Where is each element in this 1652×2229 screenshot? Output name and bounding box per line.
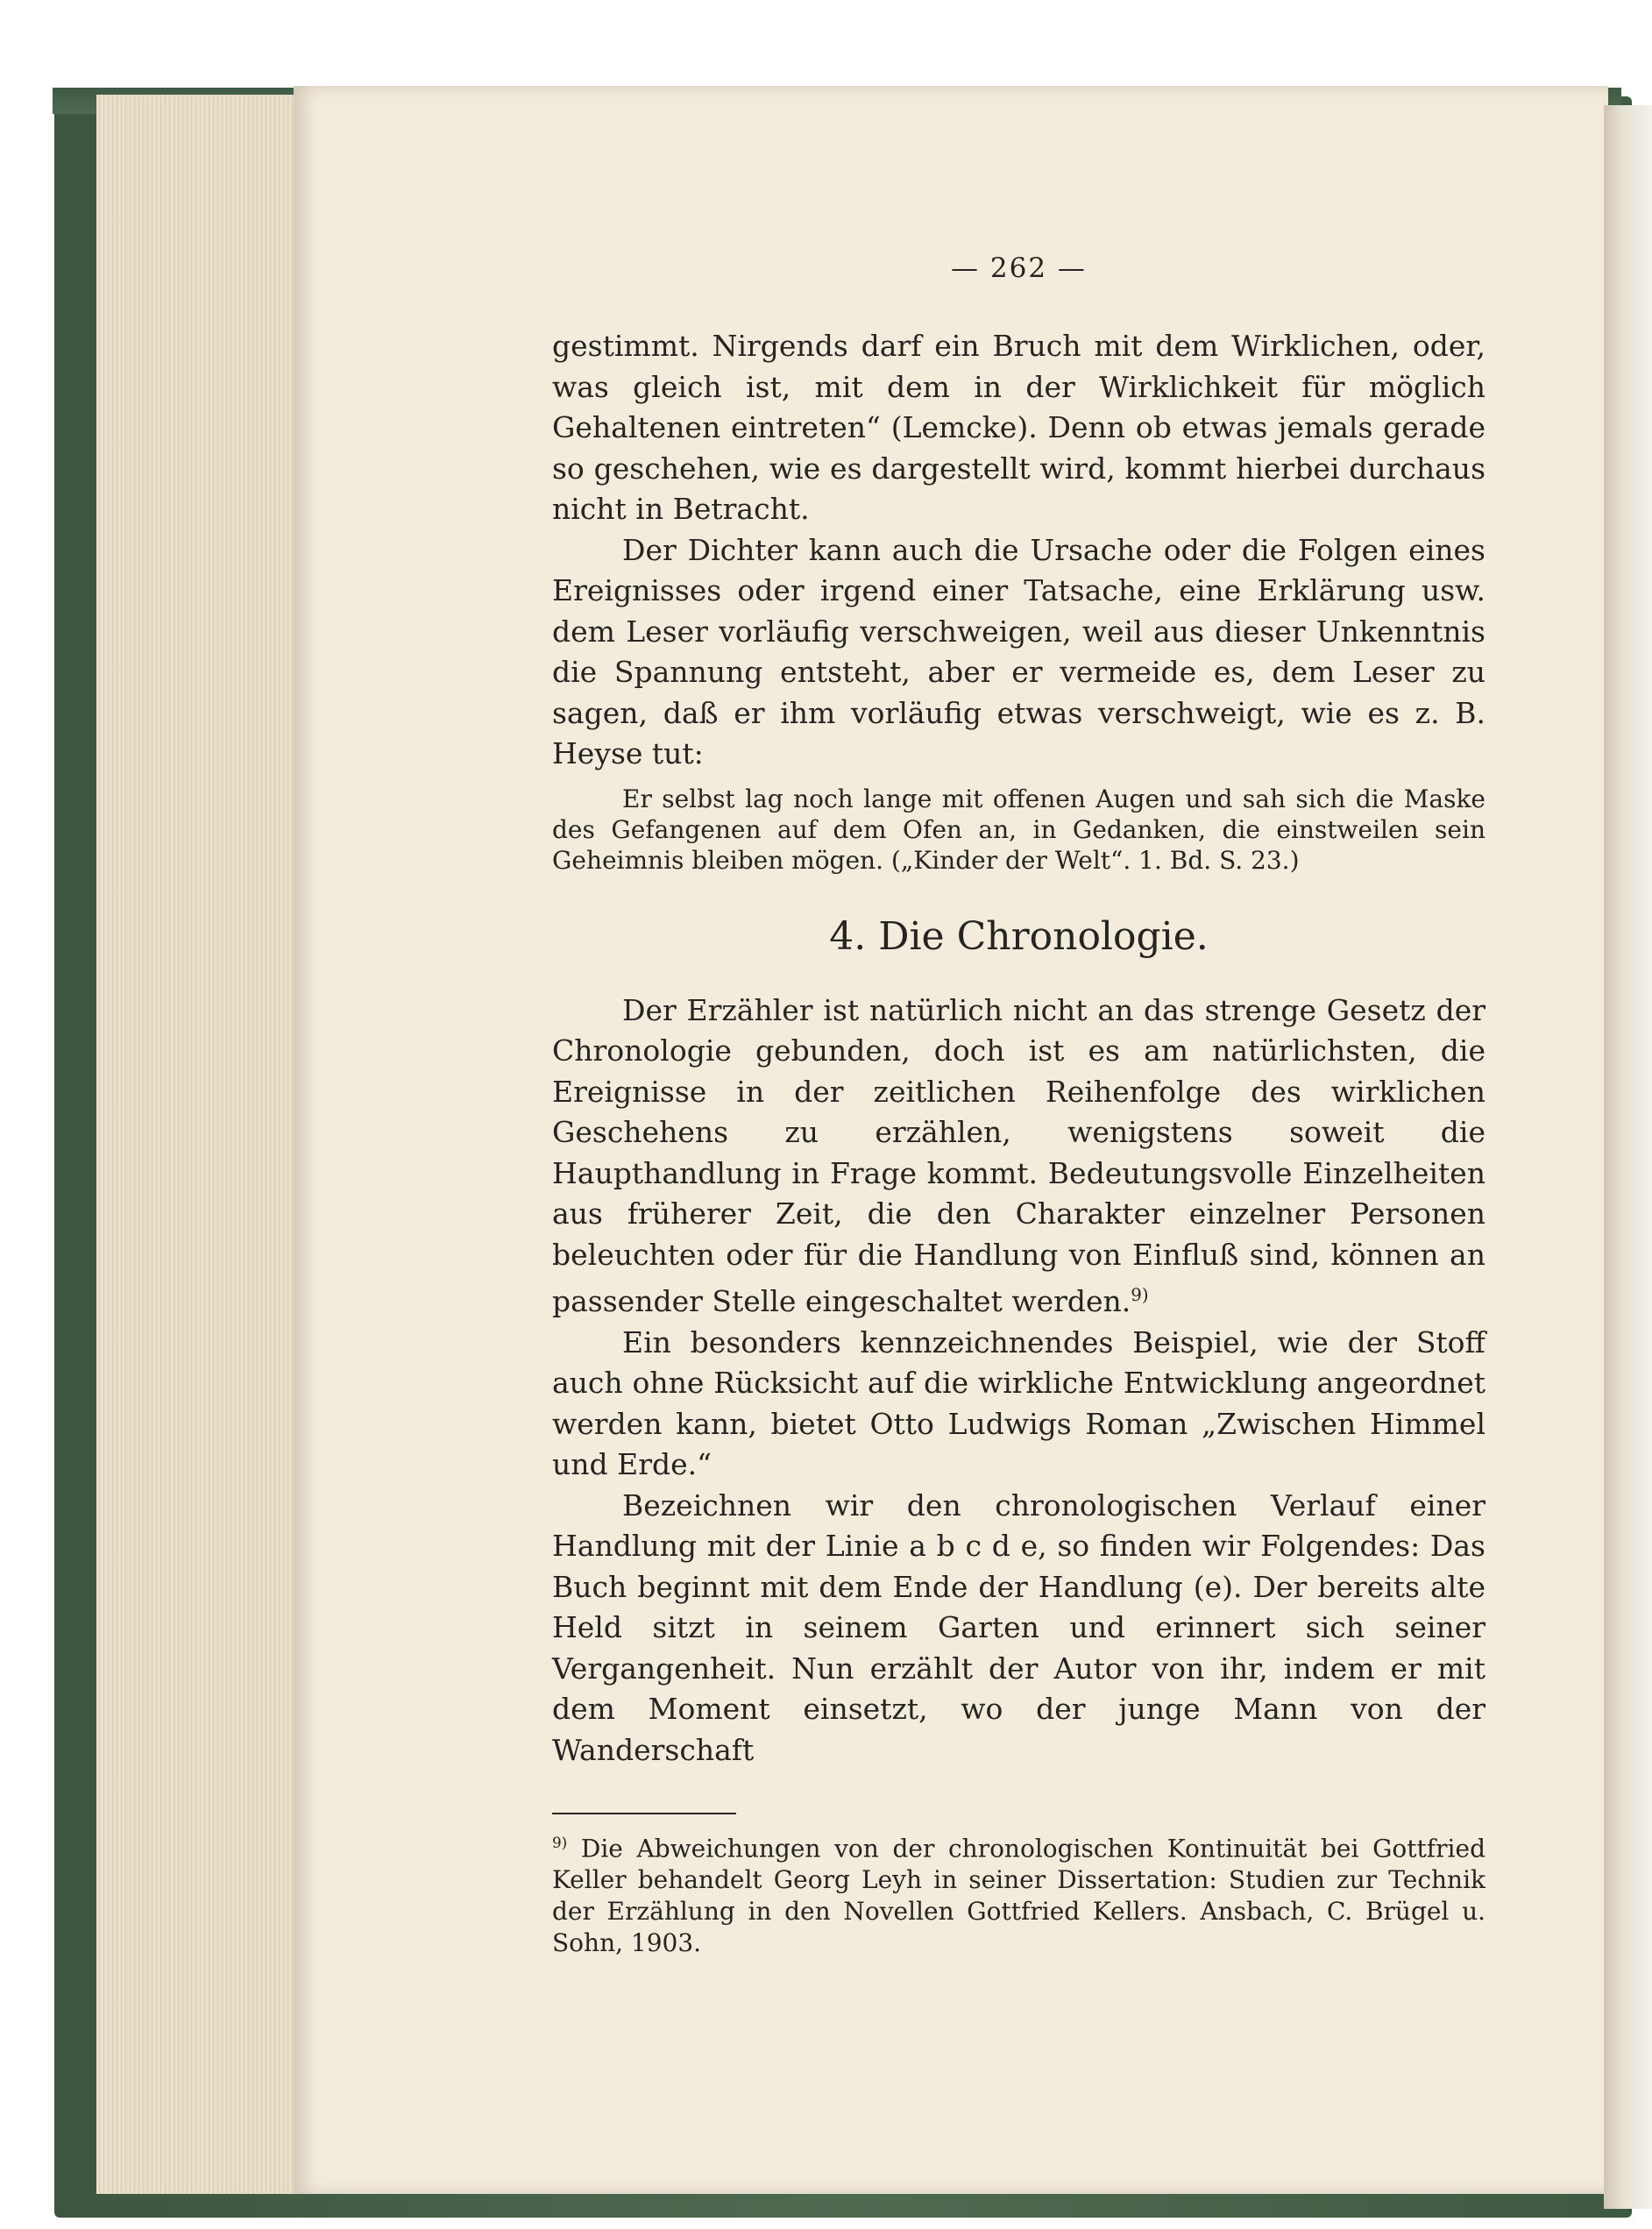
footnote-divider bbox=[552, 1813, 736, 1814]
footnote-reference: 9) bbox=[1131, 1285, 1149, 1305]
paragraph: Der Dichter kann auch die Ursache oder die Folgen eines Ereignisses oder irgend einer Tatsache, eine Erklärung usw. dem Leser vorläufig verschweigen, weil aus dieser Unkenntnis die Spannung entsteht, aber er vermeide es, dem Leser zu sagen, daß er ihm vorläufig etwas verschweigt, wie es z. B. Heyse tut: bbox=[552, 532, 1485, 770]
page-edges bbox=[96, 95, 316, 2194]
block-quote: Er selbst lag noch lange mit offenen Augen und sah sich die Maske des Gefangenen auf dem Ofen an, in Gedanken, die einstweilen sein Geheimnis bleiben mögen. („Kinder der Welt“. 1. Bd. S. 23.) bbox=[552, 784, 1485, 875]
footnote-marker: 9) bbox=[552, 1834, 568, 1851]
page-content bbox=[552, 252, 1485, 1959]
paragraph: gestimmt. Nirgends darf ein Bruch mit dem Wirklichen, oder, was gleich ist, mit dem in der Wirklichkeit für möglich Gehaltenen eintreten“ (Lemcke). Denn ob etwas jemals gerade so geschehen, wie es dargestellt wird, kommt hierbei durchaus nicht in Betracht. bbox=[552, 329, 1485, 526]
paragraph bbox=[552, 990, 1485, 1323]
paragraph: Ein besonders kennzeichnendes Beispiel, wie der Stoff auch ohne Rücksicht auf die wirkliche Entwicklung angeordnet werden kann, bietet Otto Ludwigs Roman „Zwischen Himmel und Erde.“ bbox=[552, 1324, 1485, 1481]
page-number: — 262 — bbox=[951, 252, 1087, 284]
section-heading: 4. Die Chronologie. bbox=[829, 913, 1209, 959]
facing-page-edge bbox=[1604, 105, 1652, 2209]
paragraph-text: Der Erzähler ist natürlich nicht an das strenge Gesetz der Chronologie gebunden, doch ist es am natürlichsten, die Ereignisse in der zeitlichen Reihenfolge des wirklichen Geschehens zu erzählen, wenigstens soweit die Haupthandlung in Frage kommt. Bedeutungsvolle Einzelheiten aus früherer Zeit, die den Charakter einzelner Personen beleuchten oder für die Handlung von Einfluß sind, können an passender Stelle eingeschaltet werden. bbox=[552, 992, 1485, 1318]
footnote bbox=[552, 1827, 1485, 1959]
paragraph: Bezeichnen wir den chronologischen Verlauf einer Handlung mit der Linie a b c d e, so finden wir Folgendes: Das Buch beginnt mit dem Ende der Handlung (e). Der bereits alte Held sitzt in seinem Garten und erinnert sich seiner Vergangenheit. Nun erzählt der Autor von ihr, indem er mit dem Moment einsetzt, wo der junge Mann von der Wanderschaft bbox=[552, 1487, 1485, 1767]
footnote-text: Die Abweichungen von der chronologischen Kontinuität bei Gottfried Keller behandelt Georg Leyh in seiner Dissertation: Studien zur Technik der Erzählung in den Novellen Gottfried Kellers. Ansbach, C. Brügel u. Sohn, 1903. bbox=[552, 1834, 1485, 1958]
